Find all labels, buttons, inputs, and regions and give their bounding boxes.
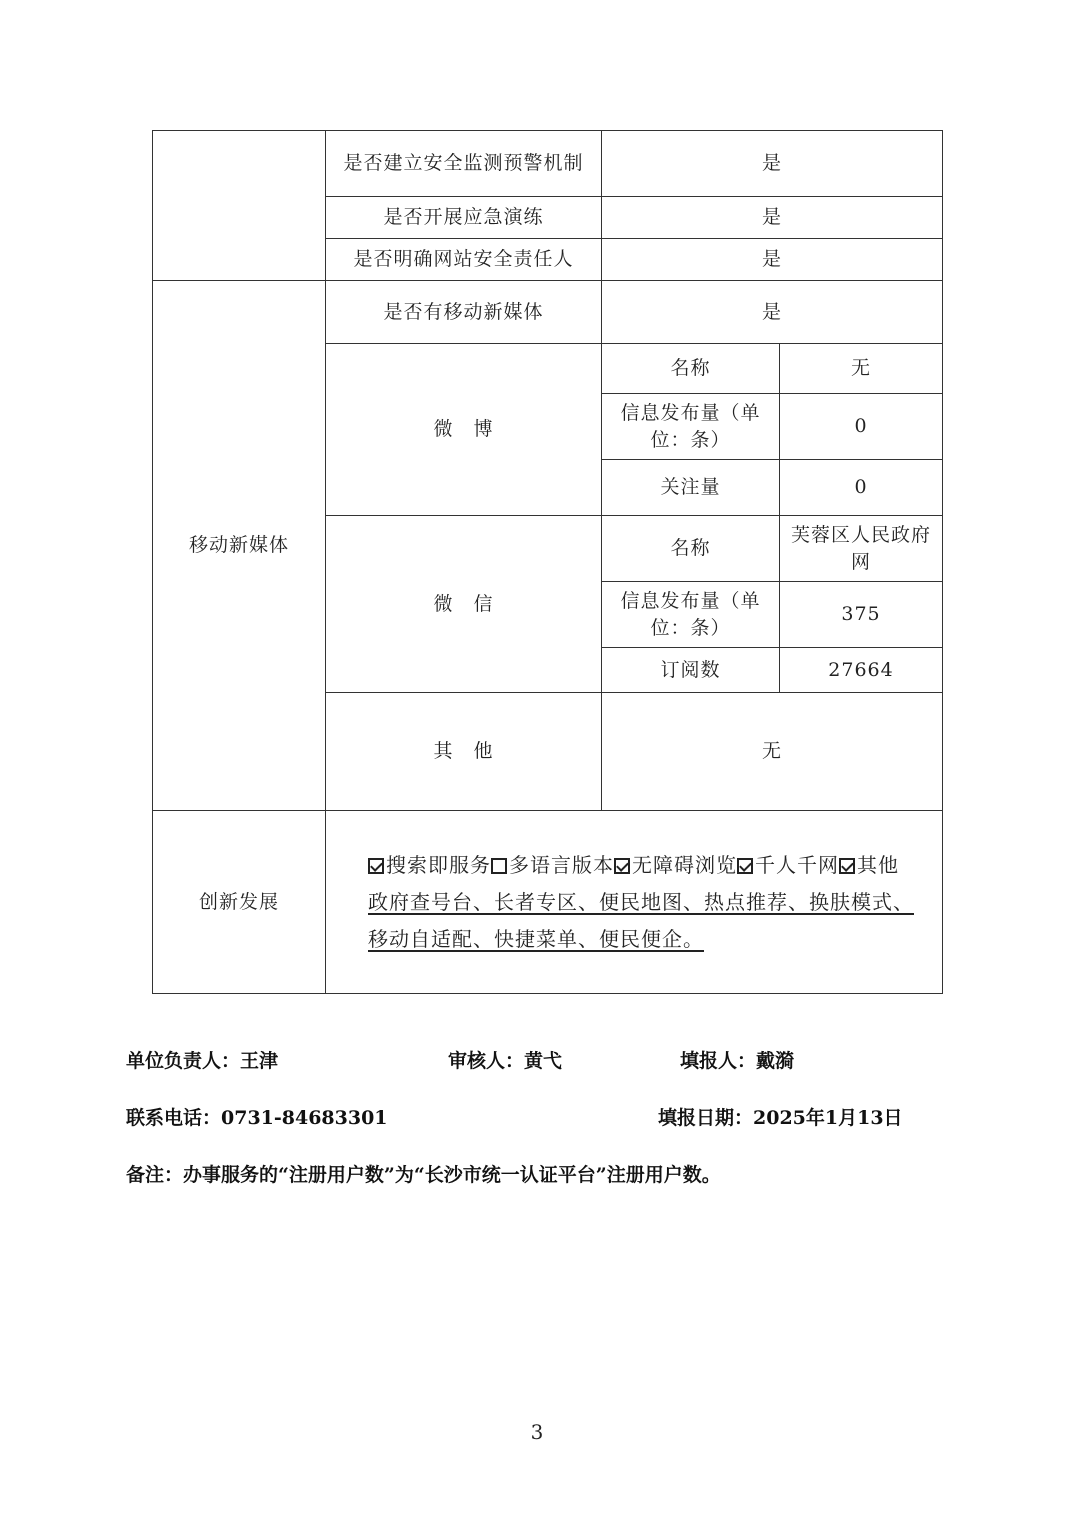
table-row (153, 131, 943, 197)
row-value: 是 (602, 239, 943, 281)
option-label: 搜索即服务 (386, 852, 491, 877)
section-label-mobile: 移动新媒体 (153, 281, 326, 811)
field-value: 0 (780, 460, 943, 516)
field-label: 关注量 (602, 460, 780, 516)
table-row (153, 811, 943, 994)
other-value: 无 (602, 693, 943, 811)
field-label: 订阅数 (602, 648, 780, 693)
field-value: 芙蓉区人民政府网 (780, 516, 943, 582)
checkbox-empty-icon[interactable] (491, 858, 507, 874)
section-label-innovation: 创新发展 (153, 811, 326, 994)
checkbox-checked-icon[interactable] (368, 858, 384, 874)
row-value: 是 (602, 281, 943, 344)
option-label: 无障碍浏览 (632, 852, 737, 877)
option-other[interactable] (839, 853, 899, 877)
checkbox-checked-icon[interactable] (614, 858, 630, 874)
report-table (152, 130, 943, 994)
contact-phone: 联系电话：0731-84683301 (126, 1107, 388, 1129)
table-row (153, 281, 943, 344)
field-label: 信息发布量（单位：条） (602, 394, 780, 460)
wechat-label: 微 信 (326, 516, 602, 693)
row-label: 是否有移动新媒体 (326, 281, 602, 344)
innovation-options (368, 847, 934, 884)
fill-date: 填报日期：2025年1月13日 (658, 1107, 903, 1129)
remark: 备注：办事服务的“注册用户数”为“长沙市统一认证平台”注册用户数。 (126, 1164, 721, 1186)
field-value: 27664 (780, 648, 943, 693)
filler: 填报人：戴漪 (680, 1050, 795, 1072)
weibo-label: 微 博 (326, 344, 602, 516)
row-label: 是否建立安全监测预警机制 (326, 131, 602, 197)
row-value: 是 (602, 197, 943, 239)
row-value: 是 (602, 131, 943, 197)
innovation-content (326, 811, 943, 994)
row-label: 是否明确网站安全责任人 (326, 239, 602, 281)
option-label: 多语言版本 (509, 852, 614, 877)
row-label: 是否开展应急演练 (326, 197, 602, 239)
field-value: 375 (780, 582, 943, 648)
other-label: 其 他 (326, 693, 602, 811)
checkbox-checked-icon[interactable] (839, 858, 855, 874)
field-value: 无 (780, 344, 943, 394)
checkbox-checked-icon[interactable] (737, 858, 753, 874)
innovation-other-text: 政府查号台、长者专区、便民地图、热点推荐、换肤模式、移动自适配、快捷菜单、便民便企。 (368, 889, 914, 951)
option-label: 千人千网 (755, 852, 839, 877)
unit-leader: 单位负责人：王津 (126, 1050, 279, 1072)
option-accessibility[interactable] (614, 853, 737, 877)
option-search-service[interactable] (368, 853, 491, 877)
option-personalized[interactable] (737, 853, 839, 877)
reviewer: 审核人：黄弋 (448, 1050, 563, 1072)
option-label: 其他 (857, 852, 899, 877)
field-value: 0 (780, 394, 943, 460)
page-number: 3 (530, 1420, 544, 1444)
field-label: 名称 (602, 344, 780, 394)
field-label: 名称 (602, 516, 780, 582)
option-multilanguage[interactable] (491, 853, 614, 877)
field-label: 信息发布量（单位：条） (602, 582, 780, 648)
blank-cell (153, 131, 326, 281)
